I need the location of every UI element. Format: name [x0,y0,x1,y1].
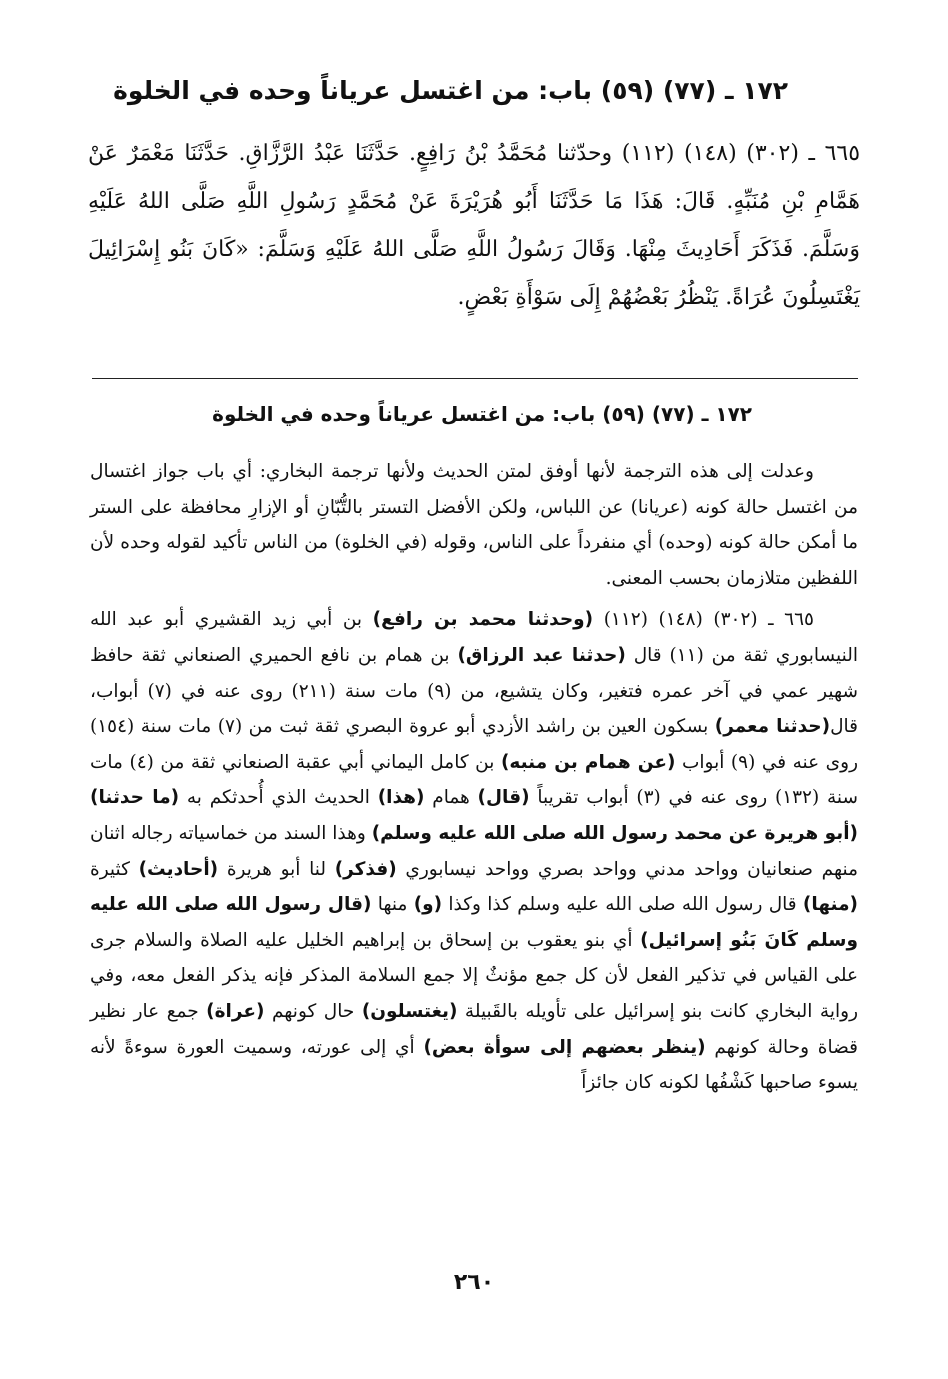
text-run: حال كونهم [264,1000,362,1022]
text-run: ٦٦٥ ـ (٣٠٢) (١٤٨) (١١٢) [593,609,814,631]
text-run: بن كامل اليماني أبي عقبة الصنعاني ثقة من (٤) مات سنة (١٣٢) روى عنه في (٣) أبواب تقريباً [90,751,858,809]
bold-quote: (وحدثنا محمد بن رافع) [372,609,594,631]
text-run: كثيرة [90,858,139,880]
commentary-block [90,454,858,1101]
bold-quote: (قال رسول الله صلى الله عليه وسلم كَانَ بَنُو إسرائيل) [90,894,858,951]
commentary-heading: ١٧٢ ـ (٧٧) (٥٩) باب: من اغتسل عرياناً وحده في الخلوة [212,402,752,426]
text-run: بن أبي زيد القشيري أبو عبد الله النيسابوري ثقة من (١١) قال [90,609,858,666]
text-run: لنا أبو هريرة [218,858,335,880]
text-run: وهذا السند من خماسياته رجاله اثنان منهم صنعانيان وواحد مدني وواحد بصري وواحد نيسابوري [90,822,858,880]
bold-quote: (أحاديث) [138,858,219,880]
bold-quote: (هذا) [377,787,425,809]
text-run: جمع عار نظير قضاة وحالة كونهم [90,1000,858,1058]
text-run: همام [424,787,478,809]
chapter-heading: ١٧٢ ـ (٧٧) (٥٩) باب: من اغتسل عرياناً وحده في الخلوة [113,76,788,105]
text-run: الحديث الذي أُحدثكم به [179,787,378,809]
bold-quote: (عن همام بن منبه) [500,751,676,773]
text-run: بسكون العين بن راشد الأزدي أبو عروة البصري ثقة ثبت من (٧) مات سنة (١٥٤) روى عنه في (٩) أبواب [90,716,858,773]
bold-quote: (قال) [477,787,530,809]
bold-quote: (عراة) [206,1000,265,1022]
bold-quote: (حدثنا معمر) [714,716,831,738]
bold-quote: (أبو هريرة عن محمد رسول الله صلى الله عليه وسلم) [371,822,858,844]
hadith-text: ٦٦٥ ـ (٣٠٢) (١٤٨) (١١٢) وحدّثنا مُحَمَّدُ بْنُ رَافِعٍ. حَدَّثَنَا عَبْدُ الرَّزَّاقِ. حَدَّثَنَا مَعْمَرٌ عَنْ هَمَّامِ بْنِ مُنَبِّهٍ. قَالَ: هَذَا مَا حَدَّثَنَا أَبُو هُرَيْرَةَ عَنْ مُحَمَّدٍ رَسُولِ اللَّهِ صَلَّى اللهُ عَلَيْهِ وَسَلَّمَ. فَذَكَرَ أَحَادِيثَ مِنْهَا. وَقَالَ رَسُولُ اللَّهِ صَلَّى اللهُ عَلَيْهِ وَسَلَّمَ: «كَانَ بَنُو إِسْرَائِيلَ يَغْتَسِلُونَ عُرَاةً. يَنْظُرُ بَعْضُهُمْ إِلَى سَوْأَةِ بَعْضٍ. [88,141,861,310]
hadith-text-block [88,130,860,322]
text-run: أي إلى عورته، وسميت العورة سوءةً لأنه يسوء صاحبها كَشْفُها لكونه كان جائزاً [90,1036,858,1094]
bold-quote: (ينظر بعضهم إلى سوأة بعض) [423,1036,706,1058]
bold-quote: (فذكر) [334,858,397,880]
text-run: منها [371,894,414,916]
bold-quote: (يغتسلون) [361,1000,458,1022]
text-run: أي بنو يعقوب بن إسحاق بن إبراهيم الخليل عليه الصلاة والسلام جرى على القياس في تذكير الفعل لأن كل جمع مؤنثٌ إلا جمع السلامة المذكر فإنه يذكر الفعل معه، وفي رواية البخاري كانت بنو إسرائيل على تأويله بالقَبيلة [90,929,858,1022]
text-run: بن همام بن نافع الحميري الصنعاني ثقة حافظ شهير عمي في آخر عمره فتغير، وكان يتشيع، من (٩) مات سنة (٢١١) روى عنه في (٧) أبواب، قال [90,644,858,738]
bold-quote: (و) [413,894,443,916]
text-run: قال رسول الله صلى الله عليه وسلم كذا وكذا [442,894,803,916]
page-number: ٢٦٠ [453,1270,495,1295]
section-divider [92,378,858,379]
commentary-paragraph-1: وعدلت إلى هذه الترجمة لأنها أوفق لمتن الحديث ولأنها ترجمة البخاري: أي باب جواز اغتسال من اغتسل حالة كونه (عريانا) عن اللباس، ولكن الأفضل التستر بالتُّبّانِ أو الإزارِ محافظة على الستر ما أمكن حالة كونه (وحده) أي منفرداً على الناس، وقوله (في الخلوة) من الناس تأكيد لقوله وحده لأن اللفظين متلازمان بحسب المعنى. [90,461,858,589]
bold-quote: (منها) [802,894,858,916]
bold-quote: (ما حدثنا) [90,787,180,809]
bold-quote: (حدثنا عبد الرزاق) [457,644,626,666]
commentary-paragraph-2 [90,602,858,1100]
